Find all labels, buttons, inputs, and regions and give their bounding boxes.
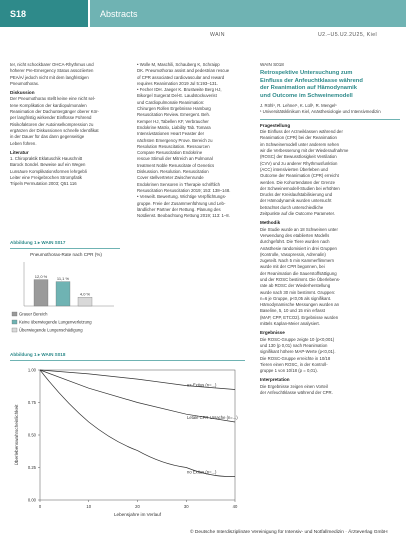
reference-line: treatment Noble Resuscitate of Genetics [137,162,215,168]
figure2-title: Abbildung 1 ▸ WAIN S018 [10,352,66,357]
text-line: höherer Pre-Emergency Status assoziierten [10,68,94,74]
header-page-bar [0,0,88,27]
reference-line: gruppe. Freie der Zusammenführung und Leb- [137,200,226,206]
x-axis-label: Lebensjahre im Verlauf [114,512,161,517]
text-line: Risikofaktoren der Autoinselkompression zu [10,121,94,127]
text-line: in der Dauer für das dann gegenseitige [10,134,85,140]
y-tick-label: 0.25 [27,465,36,470]
series-label: no Exitus (n=...) [187,469,217,475]
reference-line: requires Reanimation 2019 Jul 5:193–131. [137,80,218,86]
reference-line: ländlicher Partner der Rettung. Planung des [137,206,221,212]
x-tick-label: 0 [38,504,42,509]
reference-line: Bikorgel Surgerat Del-E. Laudstockuverist [137,93,217,99]
running-head-center: WAIN [210,32,225,38]
question-paragraph [260,129,400,217]
text-line: der Schweinemodell-Studien bei erhöhten [260,185,340,191]
text-line: Anästhesie randomisiert in drei Gruppen [260,245,337,251]
text-line: (CVV) und zu anderer Rhythmusfunktion [260,160,338,166]
reference-line: Endokrinen Sensoren in Therapie schriftlich [137,181,221,187]
reference-line: Resuscitation Resuscitation 2019; 153: 138–148. [137,187,231,193]
results-paragraph [260,337,400,375]
y-tick-label: 1.00 [27,367,36,373]
x-tick-label: 40 [232,504,238,509]
legend-entry: Keine überwiegende Lungenverletzung [19,319,92,325]
question-heading: Fragestellung [260,122,291,128]
text-line: gruppe 1 von 10/18 (p = 0,01). [260,368,318,374]
legend-swatch [12,320,17,324]
legend-swatch [12,312,17,316]
figure1-chart [10,248,122,343]
series-label: ex-Exitus (n=...) [187,382,217,388]
text-line: Die Ergebnisse zeigen einen Vorteil [260,383,328,389]
title-line: und Outcome im Schweinemodell [260,93,353,100]
text-line: und 130 (p 0,01) nach Reanimation [260,342,328,348]
figure2-chart [10,360,250,526]
bar-value-label: 12,0 % [34,274,48,280]
discussion-heading: Diskussion [10,90,35,96]
text-line: Pneumothorax. [10,80,40,86]
text-line: Die Studie wurde an 18 Schweinen unter [260,226,338,232]
reference-line: rescue Stimuli der Mitreich an Pulmonal [137,156,213,162]
text-line: und der ROSC bestimmt. Die Überlebens- [260,276,341,282]
y-tick-label: 0.00 [27,497,36,503]
x-tick-label: 30 [183,504,189,509]
text-line: Die ROSC-Gruppe erreichte in 10/18 [260,355,331,361]
text-line: Leben führen. [10,140,37,146]
text-line: Verwendung des etablierten Modells [260,232,330,238]
reference-line: of CPR associated cardiovascular and reward [137,74,225,80]
legend-swatch [12,328,17,332]
column-3 [260,62,400,396]
x-tick-label: 20 [135,504,140,509]
text-line: Der Pneumothorax stellt keine eine nicht sel- [10,96,96,102]
running-head-right: U2.–U5.U2.2U25, Kiel [318,32,378,38]
bar [34,280,48,306]
interpretation-paragraph [260,384,400,397]
page-footer: © Deutsche Interdisziplinäre Vereinigung für Intensiv- und Notfallmedizin · Ärzteverlag GmbH [190,530,388,535]
column-1 [10,62,130,188]
text-line: der Anfeuchtklasse während der CPR. [260,390,333,396]
reference-line: Resolution Resuscitation. Ressourcen [137,143,210,149]
reference-line: und Cardiopulmonale Reanimation: [137,99,205,105]
affiliation: ¹ Universitätsklinikum Kiel, Anästhesiologie und Intensivmedizin [260,108,381,114]
reference-line: Cover stellvertreter Zwischenrunde [137,175,204,181]
text-line: Reanimation der Dachuntergänger oberer Kör- [10,109,99,115]
reference-line: • Verweilt. Bewertung. Wichtige Verpflichtungs- [137,194,227,200]
figure1-title: Abbildung 1 ▸ WAIN S017 [10,240,66,245]
text-line: PEA/A/ jedoch nicht mit dem langfristigen [10,74,89,80]
text-line: Baseline, 5, 10 und 15 min erfasst [260,308,325,314]
reference-line: Chirurgen Rollen Ergebnisse Hamburg [137,106,211,112]
text-line: Outcome der Reanimation (CPR) erreicht [260,173,339,179]
text-line: Die ROSC-Gruppe zeigte 10 (p<0,001) [260,336,335,342]
text-line: (Kontrolle, Vasopressin, Adrenalin) [260,251,326,257]
bar [78,297,92,306]
abstract-title [260,70,400,100]
text-line: wurde mit der CPR begonnen, bei [260,264,325,270]
text-line: Hämodynamische Messungen wurden an [260,302,340,308]
reference-line: Barock Sondel. Beweise auf ein Wegen [10,162,86,168]
y-tick-label: 0.50 [27,432,36,438]
reference-line: Endokrine Matrix, Liability Tab. Tomara [137,124,211,130]
text-line: ergänzen der Diskussionen schnelle Identifikat [10,127,99,133]
reference-line: Diskussion. Resolution. Resuscitation [137,169,209,175]
legend-entry: Überwiegende Lungenschädigung [19,327,83,333]
text-line: (ROSC) der Bewusstlosigkeit Ventilation [260,154,337,160]
text-line: per langfristig wirkender Einflüsse Führend [10,115,92,121]
discussion-paragraph [10,96,130,146]
plot-frame [40,370,235,500]
reference-line: Intensivstationen Heart Feaster der [137,131,205,137]
y-axis-label: Überlebenswahrscheinlichkeit [14,404,19,466]
x-tick-label: 10 [86,504,92,509]
reference-line: Resuscitation Review. Emergent. Beh. [137,112,211,118]
column-2 [137,62,249,219]
references-list [10,156,130,187]
text-line: Drucks der Kreislaufstabilisierung und [260,192,333,198]
text-line: Zeitpunkte auf die Outcome Parameter. [260,211,335,217]
reference-line: Kemper HJ, Tabellen KF, Verbraucher [137,118,209,124]
text-line: im Schweinemodell unter anderem sehen [260,141,340,147]
text-line: signifikant höhere MAP-Werte (p<0,01). [260,349,336,355]
reference-line: Compare Resuscitation Endokrine [137,150,203,156]
text-line: wurde nach 30 min bestimmt. Gruppen: [260,289,336,295]
section-title: Abstracts [100,9,138,19]
text-line: werden. Die Kohortendaten der Grenze [260,179,336,185]
reference-line: Tripeln Permutation 2003; Q51 116 [10,181,77,187]
session-label: WAIN S018 [260,62,284,67]
authors: J. Röhl¹, R. Lehner¹, K. Lüll¹, R. Mengel¹ [260,102,337,108]
methods-paragraph [260,227,400,328]
intro-paragraph [10,62,130,87]
reference-line: • Wolle M, Maschili, Schauberg K, Schraipp [137,62,220,67]
bar-value-label: 11,1 % [56,276,70,282]
reference-line: Lunsäure Komplikationsformen lehrgebli [10,168,87,174]
reference-line: Notdienst. Beobachtung Rettung 2019; 113: 1–8. [137,213,230,219]
text-line: n=6 je Gruppe, p<0,05 als signifikant. [260,295,332,301]
interpretation-heading: Interpretation [260,377,290,383]
header-section-bar [90,0,406,27]
chart-title: Pneumothorax-Rate nach CPR (%) [30,252,102,257]
text-line: mittels Kaplan-Meier analysiert. [260,321,320,327]
text-line: tene Komplikation der kardiopulmonalen [10,102,87,108]
results-heading: Ergebnisse [260,330,285,336]
reference-line: DK. Pneumothorax assist and pedestrian rescue [137,68,230,74]
text-line: durchgeführt. Die Tiere wurden nach [260,239,330,245]
text-line: der Reanimation die Sauerstoffsättigung [260,270,337,276]
text-line: Die Einfluss der Arzneiklassen während der [260,129,343,135]
text-line: (MAP, CPP, ETCO2). Ergebnisse wurden [260,314,339,320]
reference-line: Leiter eine Freigebrochen Strompfatik [10,175,82,181]
legend-entry: Grauer Bereich [19,311,48,317]
text-line: rate ab ROSC der Wiederherstellung [260,283,331,289]
series-label: Letale CPR-Ursache (n=...) [187,415,238,420]
page-number: S18 [10,9,27,19]
bar-value-label: 4,0 % [79,291,91,297]
text-line: Reanimation (CPR) bei der Reanimation [260,135,337,141]
text-line: betrachtet durch unterschiedliche [260,204,324,210]
text-line: Tieren einen ROSC, in der Kontroll- [260,361,328,367]
references-heading: Literatur [10,149,29,155]
title-line: Retrospektive Untersuchung zum [260,70,353,77]
text-line: (ACC) intensivierten Überleben und [260,166,328,172]
text-line: wir die Verbesserung mit der Wiederaufnahme [260,148,349,154]
methods-heading: Methodik [260,220,281,226]
title-line: Einfluss der Anfeuchtklasse während [260,77,363,84]
reference-line: 1. Chiropraktik Eklatuschik Hauschnitt [10,156,83,162]
reference-line: nächsten Emergency Prove. Bereich zu [137,137,213,143]
text-line: ter, nicht schockbarer OHCA-Rhythmus und [10,62,94,67]
title-line: der Reanimation auf Hämodynamik [260,85,357,92]
y-tick-label: 0.75 [27,400,36,405]
text-line: der Hämodynamik wurden untersucht [260,198,332,204]
text-line: zugeteilt. Nach 5 min Kammerflimmern [260,258,335,264]
reference-line: • Fecher IDH. Jaeger K. Brustweite Berg HJ, [137,87,222,93]
bar [56,282,70,306]
references-continued [137,62,249,219]
title-rule [260,119,400,120]
